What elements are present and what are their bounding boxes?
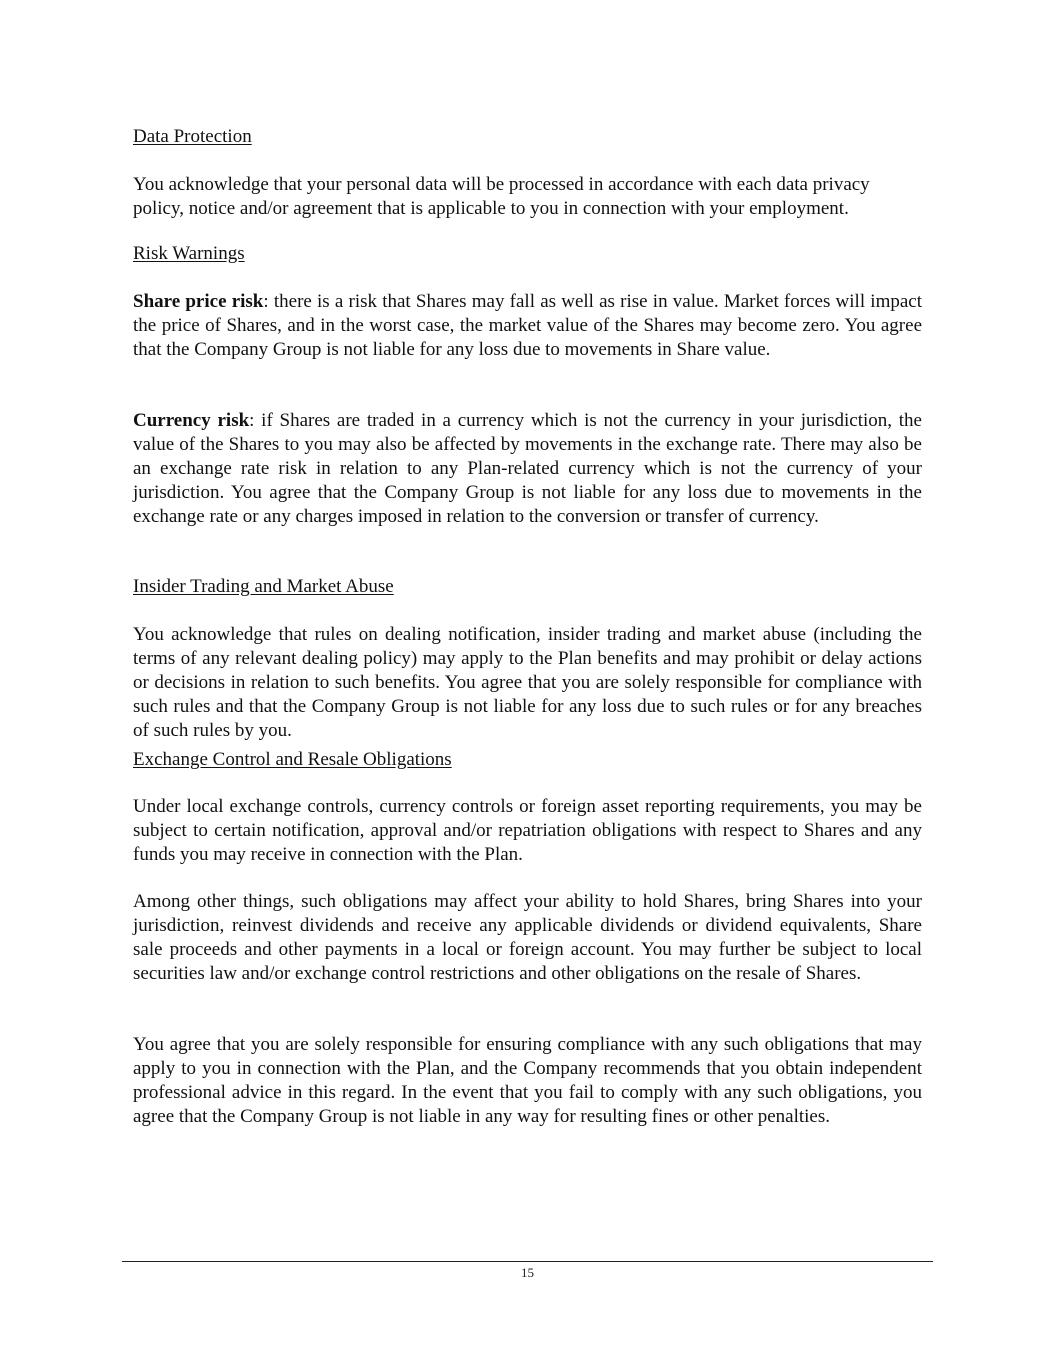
page-number: 15 <box>521 1265 534 1280</box>
data-protection-heading: Data Protection <box>133 126 252 147</box>
exchange-control-paragraph-3: You agree that you are solely responsible for ensuring compliance with any such obligations that may apply to you in connection with the Plan, and the Company recommends that you obtain independent professional advice in this regard. In the event that you fail to comply with any such obligations, you agree that the Company Group is not liable in any way for resulting fines or other penalties. <box>133 1034 922 1127</box>
footer-divider <box>122 1261 933 1262</box>
currency-risk-label: Currency risk <box>133 410 250 431</box>
share-price-risk-label: Share price risk <box>133 291 264 312</box>
currency-risk-text: : if Shares are traded in a currency which is not the currency in your jurisdiction, the value of the Shares to you may also be affected by movements in the exchange rate. There may also be an exchange rate risk in relation to any Plan-related currency which is not the currency of your jurisdiction. You agree that the Company Group is not liable for any loss due to movements in the exchange rate or any charges imposed in relation to the conversion or transfer of currency. <box>133 410 922 527</box>
data-protection-paragraph: You acknowledge that your personal data will be processed in accordance with each data privacy policy, notice and/or agreement that is applicable to you in connection with your employment. <box>133 174 870 219</box>
exchange-control-heading: Exchange Control and Resale Obligations <box>133 749 452 770</box>
insider-trading-paragraph: You acknowledge that rules on dealing notification, insider trading and market abuse (including the terms of any relevant dealing policy) may apply to the Plan benefits and may prohibit or delay actions or decisions in relation to such benefits. You agree that you are solely responsible for compliance with such rules and that the Company Group is not liable for any loss due to such rules or for any breaches of such rules by you. <box>133 624 922 741</box>
risk-warnings-heading: Risk Warnings <box>133 243 245 264</box>
insider-trading-heading: Insider Trading and Market Abuse <box>133 576 394 597</box>
exchange-control-paragraph-2: Among other things, such obligations may affect your ability to hold Shares, bring Shares into your jurisdiction, reinvest dividends and receive any applicable dividends or dividend equivalents, Share sale proceeds and other payments in a local or foreign account. You may further be subject to local securities law and/or exchange control restrictions and other obligations on the resale of Shares. <box>133 891 922 984</box>
share-price-risk-paragraph <box>133 290 922 362</box>
currency-risk-paragraph <box>133 409 922 529</box>
share-price-risk-text: : there is a risk that Shares may fall as well as rise in value. Market forces will impact the price of Shares, and in the worst case, the market value of the Shares may become zero. You agree that the Company Group is not liable for any loss due to movements in Share value. <box>133 291 922 360</box>
exchange-control-paragraph-1: Under local exchange controls, currency controls or foreign asset reporting requirements, you may be subject to certain notification, approval and/or repatriation obligations with respect to Shares and any funds you may receive in connection with the Plan. <box>133 796 922 865</box>
